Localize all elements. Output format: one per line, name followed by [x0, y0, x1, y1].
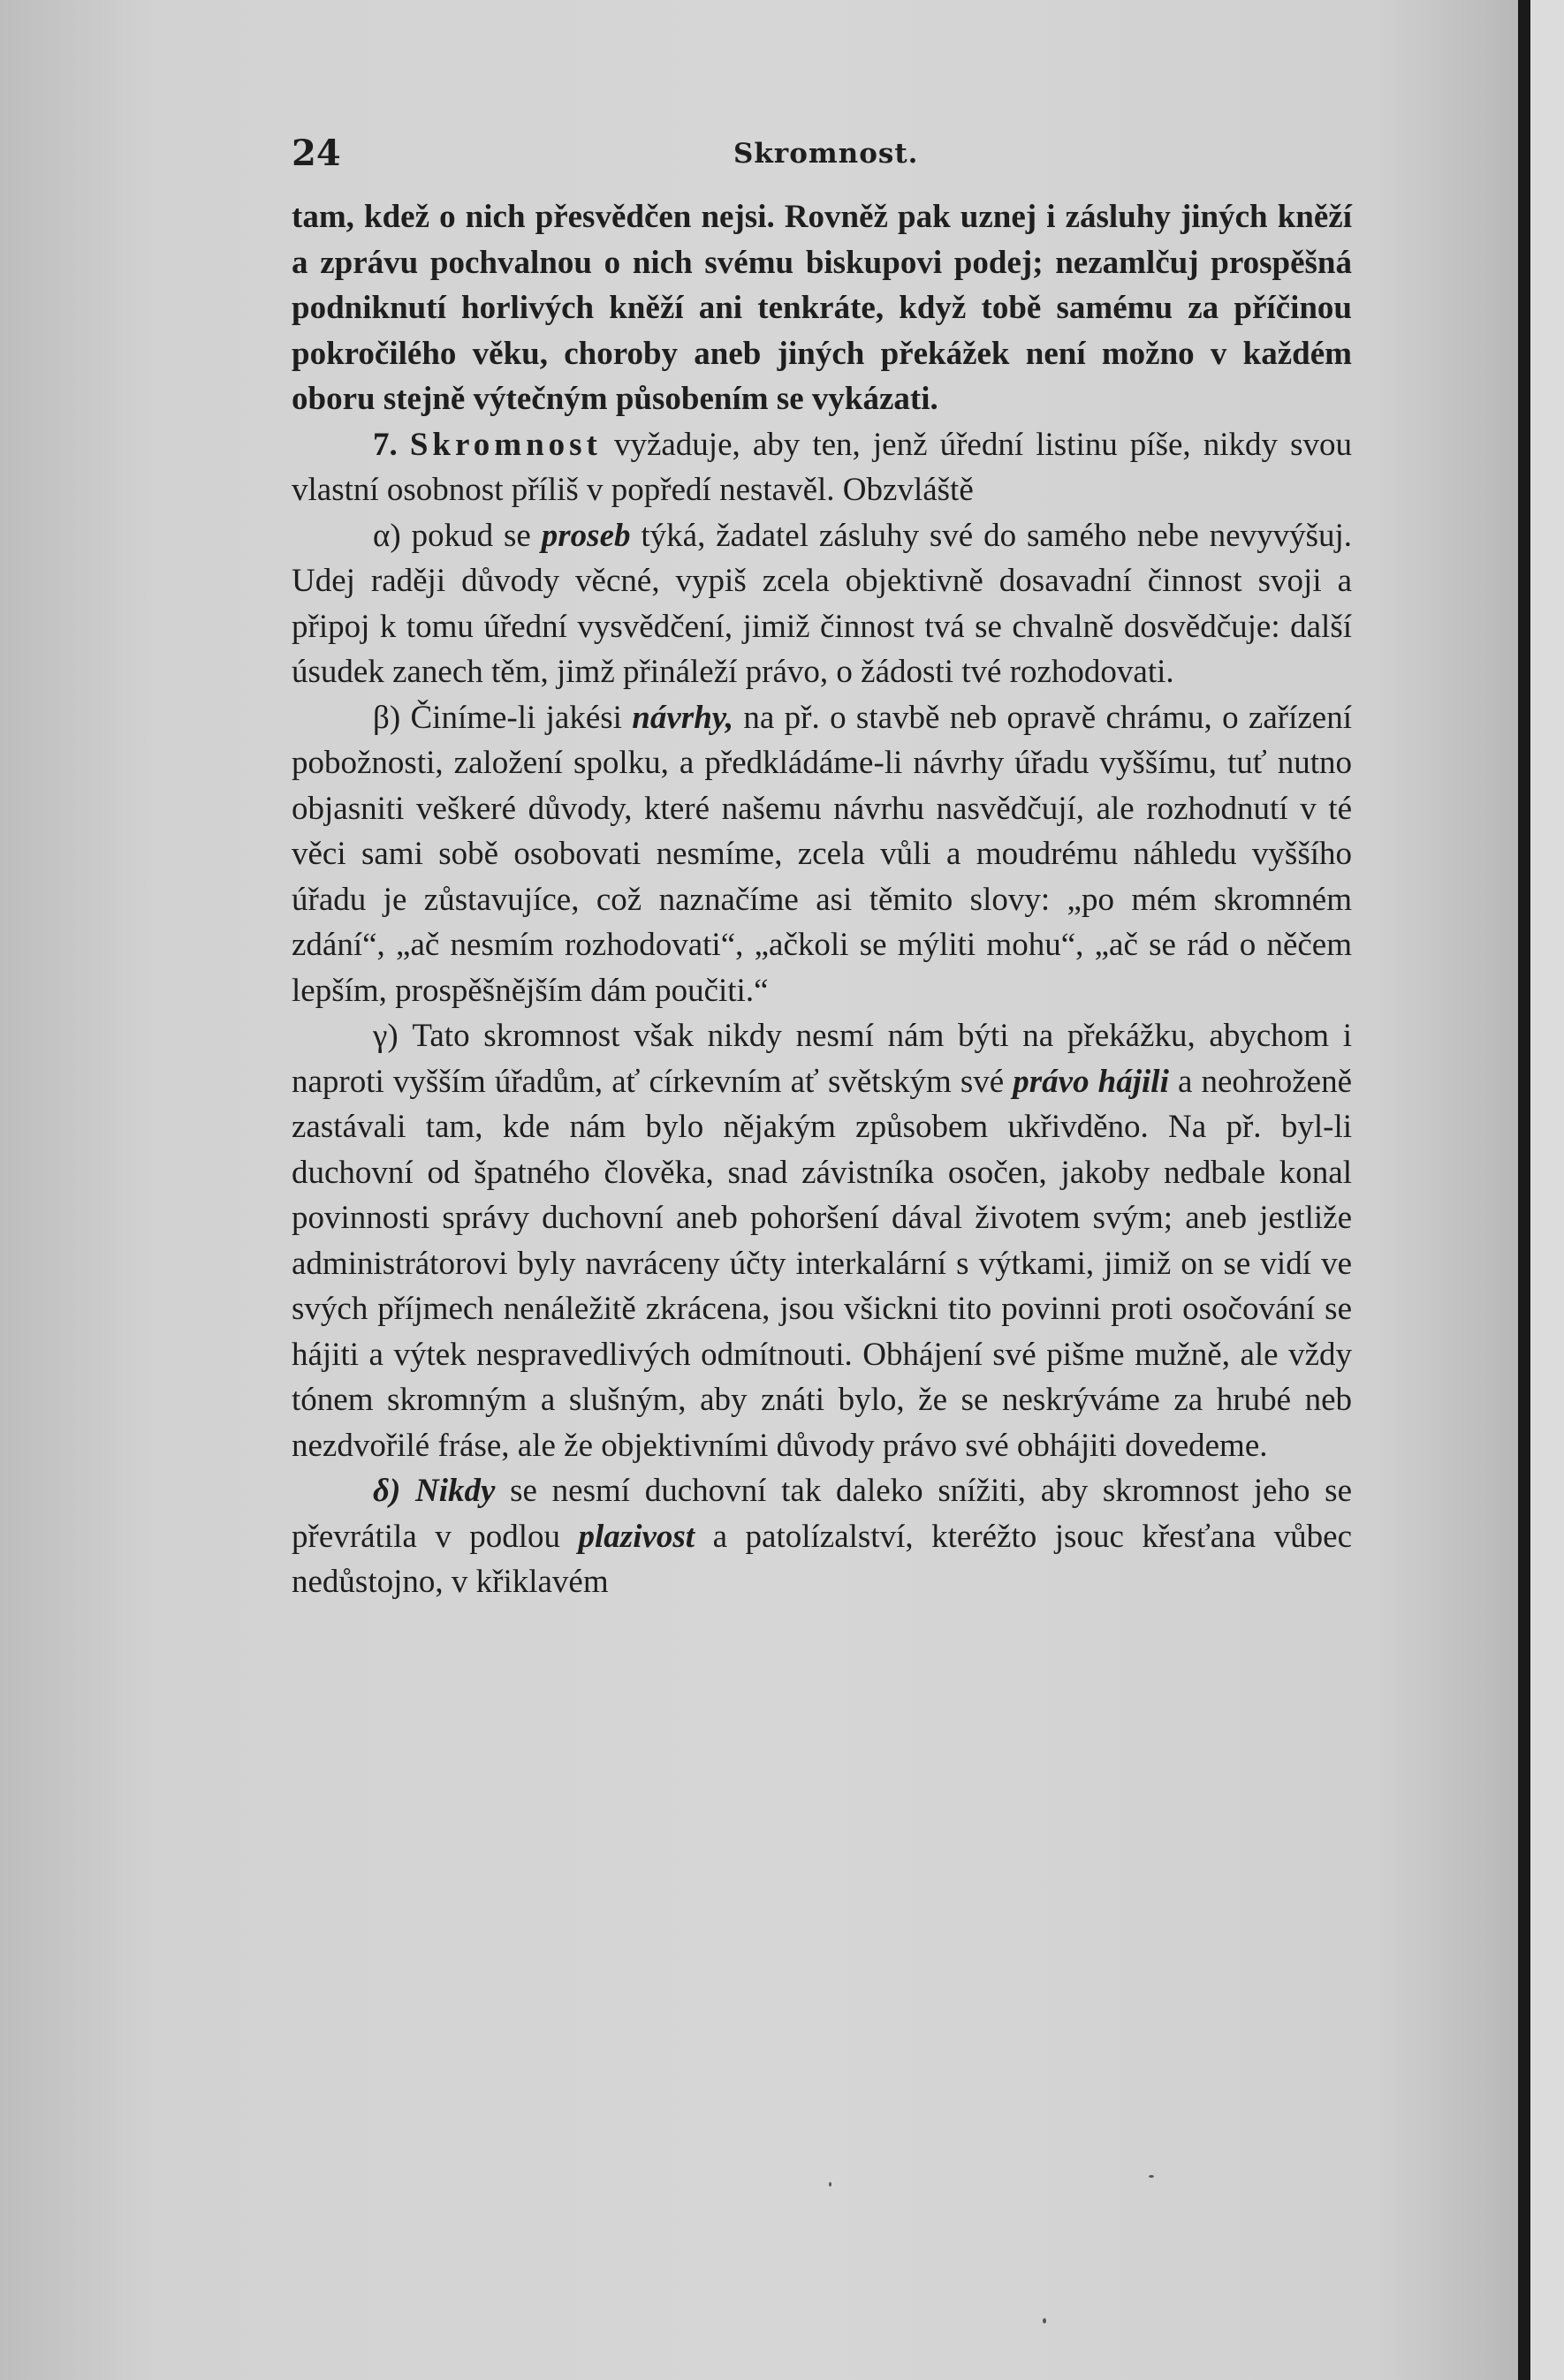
- running-title: Skromnost.: [733, 138, 919, 170]
- section-keyword: Skromnost: [409, 426, 602, 463]
- page-margin-strip: [1530, 0, 1564, 2380]
- page-header: [292, 133, 1352, 194]
- scan-speck: [1043, 2318, 1046, 2323]
- emphasis: návrhy,: [632, 699, 734, 736]
- paragraph-beta: β) Činíme-li jakési návrhy, na př. o stavbě neb opravě chrámu, o zařízení pobožnosti, založení spolku, a předkládáme-li návrhy úřadu vyššímu, tuť nutno objasniti veškeré důvody, které našemu návrhu nasvědčují, ale rozhodnutí v té věci sami sobě osobovati nesmíme, zcela vůli a moudrému náhledu vyššího úřadu je zůstavujíce, což naznačíme asi těmito slovy: „po mém skromném zdání“, „ač nesmím rozhodovati“, „ačkoli se mýliti mohu“, „ač se rád o něčem lepším, prospěšnějším dám poučiti.“: [292, 699, 1352, 1009]
- list-marker: β): [373, 699, 401, 736]
- paragraph-gamma: γ) Tato skromnost však nikdy nesmí nám býti na překážku, abychom i naproti vyšším úřadům, ať církevním ať světským své právo hájili a neohroženě zastávali tam, kde nám bylo nějakým způsobem ukřivděno. Na př. byl-li duchovní od špatného člověka, snad závistníka osočen, jakoby nedbale konal povinnosti správy duchovní aneb pohoršení dával životem svým; aneb jestliže administrátorovi byly navráceny účty interkalární s výtkami, jimiž on se vidí ve svých příjmech nenáležitě zkrácena, jsou všickni tito povinni proti osočování se hájiti a výtek nespravedlivých odmítnouti. Obhájení své pišme mužně, ale vždy tónem skromným a slušným, aby znáti bylo, že se neskrýváme za hrubé neb nezdvořilé fráse, ale že objektivními důvody právo své obhájiti dovedeme.: [292, 1018, 1352, 1464]
- list-marker: δ): [373, 1473, 401, 1509]
- scan-speck: [1149, 2175, 1154, 2178]
- list-marker: γ): [373, 1018, 399, 1054]
- paragraph-7: 7. Skromnost vyžaduje, aby ten, jenž úřední listinu píše, nikdy svou vlastní osobnost příliš v popředí nestavěl. Obzvláště: [292, 426, 1353, 508]
- emphasis: proseb: [541, 517, 631, 554]
- paragraph-alpha: α) pokud se proseb týká, žadatel zásluhy své do samého nebe nevyvýšuj. Udej raději důvody věcné, vypiš zcela objektivně dosavadní činnost svoji a připoj k tomu úřední vysvědčení, jimiž činnost tvá se chvalně dosvědčuje: další úsudek zanech těm, jimž přináleží právo, o žádosti tvé rozhodovati.: [292, 517, 1353, 690]
- emphasis: plazivost: [578, 1518, 695, 1555]
- page-binding-edge: [1518, 0, 1530, 2380]
- paragraph-delta: δ) Nikdy se nesmí duchovní tak daleko snížiti, aby skromnost jeho se převrátila v podlou plazivost a patolízalství, kteréžto jsouc křesťana vůbec nedůstojno, v křiklavém: [292, 1473, 1352, 1600]
- paragraph-continuation: tam, kdež o nich přesvědčen nejsi. Rovněž pak uznej i zásluhy jiných kněží a zprávu pochvalnou o nich svému biskupovi podej; nezamlčuj prospěšná podniknutí horlivých kněží ani tenkráte, když tobě samému za příčinou pokročilého věku, choroby aneb jiných překážek není možno v každém oboru stejně výtečným působením se vykázati.: [292, 199, 1352, 417]
- section-number: 7.: [373, 426, 398, 463]
- scan-speck: [829, 2182, 831, 2187]
- body-text: [292, 194, 1352, 1605]
- emphasis: právo hájili: [1013, 1063, 1169, 1100]
- list-marker: α): [373, 517, 401, 554]
- book-page: [292, 133, 1352, 1605]
- page-number: 24: [292, 133, 341, 174]
- emphasis: Nikdy: [400, 1473, 496, 1509]
